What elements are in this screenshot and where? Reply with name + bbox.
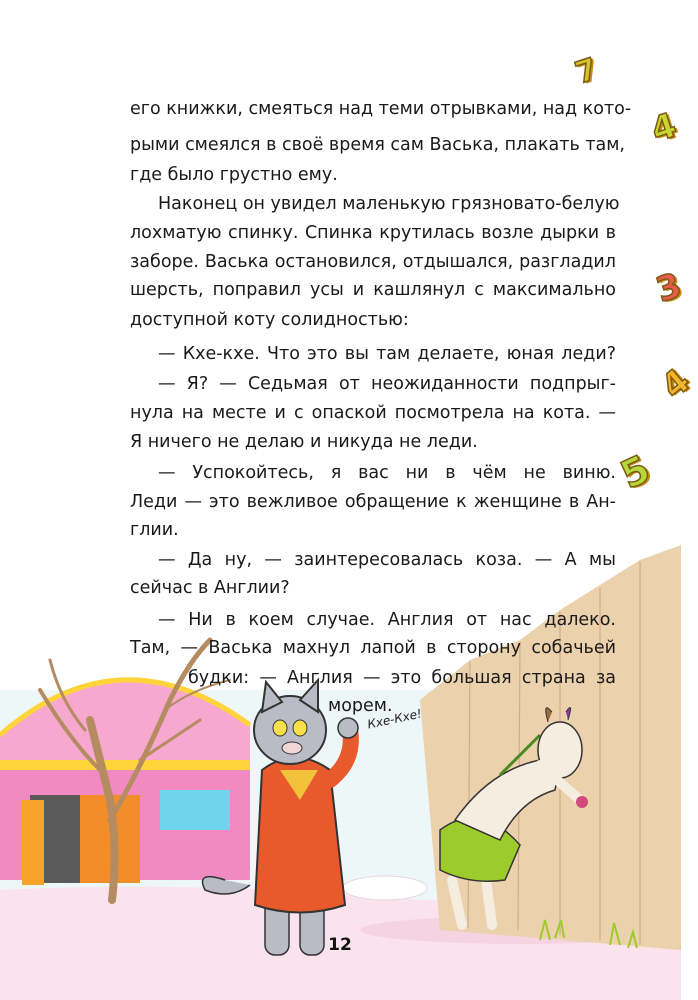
text-line: заборе. Васька остановился, отдышался, разгладил <box>130 252 616 272</box>
margin-number: 5 <box>613 446 657 498</box>
margin-number: 4 <box>646 105 682 151</box>
text-line: шерсть, поправил усы и кашлянул с максимально <box>130 280 616 300</box>
text-line: нула на месте и с опаской посмотрела на кота. — <box>130 403 616 423</box>
page-number: 12 <box>328 935 352 955</box>
text-line: морем. <box>328 696 393 716</box>
text-line: — Успокойтесь, я вас ни в чём не виню. <box>158 463 616 483</box>
margin-number: 7 <box>571 51 602 92</box>
text-line: Там, — Васька махнул лапой в сторону собачьей <box>130 638 616 658</box>
margin-number: 4 <box>653 361 698 407</box>
text-line: где было грустно ему. <box>130 165 338 185</box>
text-line: — Ни в коем случае. Англия от нас далеко. <box>158 610 616 630</box>
text-line: Наконец он увидел маленькую грязновато-белую <box>158 194 620 214</box>
text-line: рыми смеялся в своё время сам Васька, плакать там, <box>130 135 625 155</box>
text-line: доступной коту солидностью: <box>130 310 409 330</box>
text-line: лохматую спинку. Спинка крутилась возле дырки в <box>130 223 616 243</box>
text-line: — Да ну, — заинтересовалась коза. — А мы <box>158 550 616 570</box>
speech-bubble-text: Кхе-Кхе! <box>366 706 424 732</box>
text-line: — Кхе-кхе. Что это вы там делаете, юная леди? <box>158 344 616 364</box>
text-line: глии. <box>130 520 179 540</box>
text-line: будки: — Англия — это большая страна за <box>188 668 616 688</box>
margin-number: 3 <box>651 265 687 311</box>
text-line: его книжки, смеяться над теми отрывками, над кото- <box>130 99 632 119</box>
text-line: — Я? — Седьмая от неожиданности подпрыг- <box>158 374 616 394</box>
text-line: Я ничего не делаю и никуда не леди. <box>130 432 478 452</box>
snow-patch <box>343 876 427 900</box>
text-line: Леди — это вежливое обращение к женщине в Ан- <box>130 492 616 512</box>
text-line: сейчас в Англии? <box>130 578 290 598</box>
